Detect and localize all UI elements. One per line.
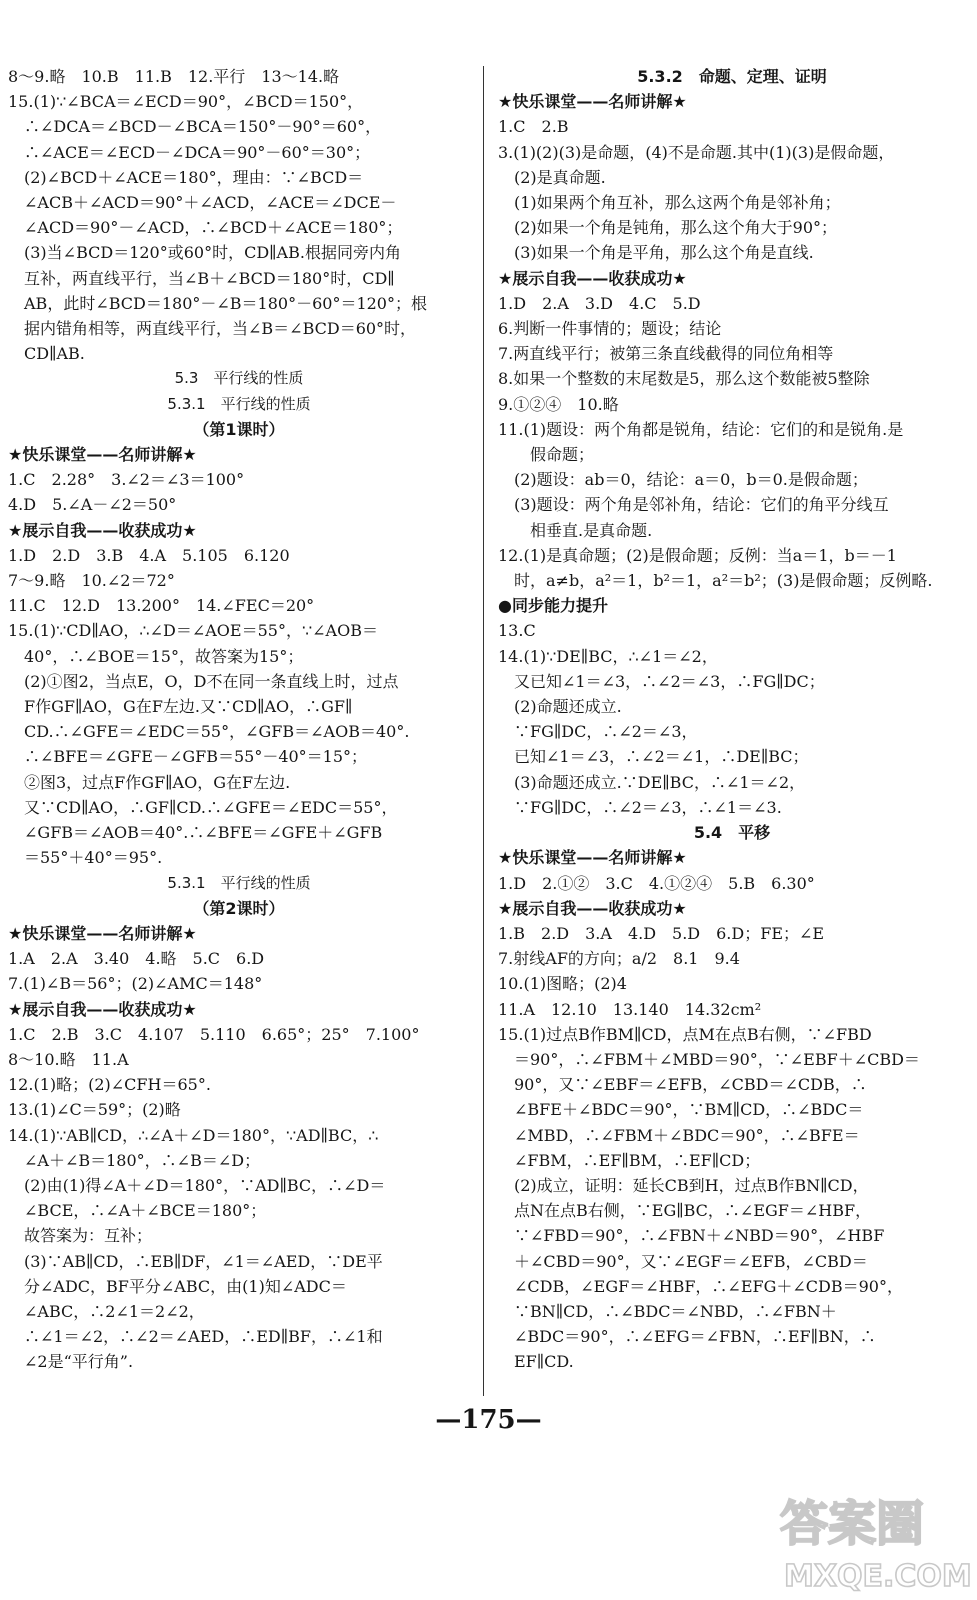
right-line: ∵∠FBD＝90°，∴∠FBN＋∠NBD＝90°，∠HBF <box>498 1226 885 1246</box>
column-divider <box>483 66 484 1396</box>
left-line: ∴∠ACE＝∠ECD－∠DCA＝90°－60°＝30°； <box>8 142 371 162</box>
left-line: 15.(1)∵CD∥AO，∴∠D＝∠AOE＝55°，∵∠AOB＝ <box>8 621 378 641</box>
right-line: 15.(1)过点B作BM∥CD，点M在点B右侧，∵∠FBD <box>498 1024 872 1044</box>
left-line: ∠GFB＝∠AOB＝40°.∴∠BFE＝∠GFE＋∠GFB <box>8 823 383 843</box>
right-line: 1.D 2.①② 3.C 4.①②④ 5.B 6.30° <box>498 873 815 893</box>
right-line: 3.(1)(2)(3)是命题，(4)不是命题.其中(1)(3)是假命题， <box>498 142 895 162</box>
right-line: (2)是真命题. <box>498 167 606 187</box>
right-line: 相垂直.是真命题. <box>498 520 653 540</box>
left-line: 14.(1)∵AB∥CD，∴∠A＋∠D＝180°，∵AD∥BC，∴ <box>8 1125 379 1145</box>
left-line: (2)∠BCD＋∠ACE＝180°，理由：∵∠BCD＝ <box>8 167 364 187</box>
left-line: 5.3.1 平行线的性质 <box>167 873 311 892</box>
left-line: (3)当∠BCD＝120°或60°时，CD∥AB.根据同旁内角 <box>8 243 401 263</box>
right-line: 8.如果一个整数的末尾数是5，那么这个数能被5整除 <box>498 369 870 389</box>
right-line: 6.判断一件事情的；题设；结论 <box>498 319 722 339</box>
left-line: 40°，∴∠BOE＝15°，故答案为15°； <box>8 646 304 666</box>
left-line: AB，此时∠BCD＝180°－∠B＝180°－60°＝120°；根 <box>8 293 427 313</box>
right-line: ∠BDC＝90°，∴∠EFG＝∠FBN，∴EF∥BN，∴ <box>498 1327 876 1347</box>
right-line: (2)题设：ab＝0，结论：a＝0，b＝0.是假命题； <box>498 470 868 490</box>
right-line: 1.C 2.B <box>498 117 569 137</box>
right-line: 1.D 2.A 3.D 4.C 5.D <box>498 293 701 313</box>
left-line: 5.3.1 平行线的性质 <box>167 394 311 413</box>
right-line: ∠BFE＋∠BDC＝90°，∵BM∥CD，∴∠BDC＝ <box>498 1100 864 1120</box>
right-line: 11.A 12.10 13.140 14.32cm² <box>498 999 762 1019</box>
right-line: ＋∠CBD＝90°，又∵∠EGF＝∠EFB，∠CBD＝ <box>498 1251 868 1271</box>
left-line: ∠A＋∠B＝180°，∴∠B＝∠D； <box>8 1150 261 1170</box>
left-line: 1.C 2.B 3.C 4.107 5.110 6.65°；25° 7.100° <box>8 1024 420 1044</box>
right-line: 9.①②④ 10.略 <box>498 394 619 414</box>
right-line: ∠CDB，∠EGF＝∠HBF，∴∠EFG＋∠CDB＝90°， <box>498 1276 903 1296</box>
left-line: 1.C 2.28° 3.∠2＝∠3＝100° <box>8 470 245 490</box>
watermark-chars: 答案圈 <box>780 1496 925 1552</box>
right-column <box>498 64 966 1375</box>
left-line: 8～10.略 11.A <box>8 1049 129 1069</box>
page-number: —175— <box>435 1405 542 1435</box>
right-line: ★展示自我——收获成功★ <box>498 898 687 918</box>
left-line: F作GF∥AO，G在F左边.又∵CD∥AO，∴GF∥ <box>8 697 353 717</box>
right-line: (2)如果一个角是钝角，那么这个角大于90°； <box>498 218 838 238</box>
right-line: ∵FG∥DC，∴∠2＝∠3， <box>498 722 698 742</box>
left-line: 1.D 2.D 3.B 4.A 5.105 6.120 <box>8 545 290 565</box>
right-line: ∵BN∥CD，∴∠BDC＝∠NBD，∴∠FBN＋ <box>498 1301 837 1321</box>
right-line: 7.射线AF的方向；a/2 8.1 9.4 <box>498 949 740 969</box>
right-line: ★快乐课堂——名师讲解★ <box>498 92 687 112</box>
right-line: ★展示自我——收获成功★ <box>498 268 687 288</box>
left-line: （第2课时） <box>193 898 285 918</box>
right-line: (3)如果一个角是平角，那么这个角是直线. <box>498 243 814 263</box>
right-line: 假命题； <box>498 445 595 465</box>
right-line: 12.(1)是真命题；(2)是假命题；反例：当a＝1，b＝－1 <box>498 545 897 565</box>
right-line: (1)如果两个角互补，那么这两个角是邻补角； <box>498 193 841 213</box>
right-line: 时，a≠b，a²＝1，b²＝1，a²＝b²；(3)是假命题；反例略. <box>498 571 933 591</box>
left-line: 故答案为：互补； <box>8 1226 153 1246</box>
right-line: ＝90°，∴∠FBM＋∠MBD＝90°，∵∠EBF＋∠CBD＝ <box>498 1049 920 1069</box>
left-line: (2)①图2，当点E，O，D不在同一条直线上时，过点 <box>8 671 399 691</box>
left-line: 据内错角相等，两直线平行，当∠B＝∠BCD＝60°时， <box>8 319 417 339</box>
left-line: (2)由(1)得∠A＋∠D＝180°，∵AD∥BC，∴∠D＝ <box>8 1175 386 1195</box>
left-line: ∠ACB＋∠ACD＝90°＋∠ACD，∠ACE＝∠DCE－ <box>8 193 397 213</box>
left-line: ②图3，过点F作GF∥AO，G在F左边. <box>8 772 291 792</box>
left-line: ∴∠DCA＝∠BCD－∠BCA＝150°－90°＝60°， <box>8 117 382 137</box>
watermark-logo <box>772 1478 972 1598</box>
right-line: 13.C <box>498 621 536 641</box>
left-line: 分∠ADC，BF平分∠ABC，由(1)知∠ADC＝ <box>8 1276 347 1296</box>
left-line: （第1课时） <box>193 419 285 439</box>
left-line: 4.D 5.∠A－∠2＝50° <box>8 495 177 515</box>
right-line: 10.(1)图略；(2)4 <box>498 974 627 994</box>
left-column <box>8 64 470 1375</box>
right-line: 点N在点B右侧，∵EG∥BC，∴∠EGF＝∠HBF， <box>498 1201 872 1221</box>
right-line: 90°，又∵∠EBF＝∠EFB，∠CBD＝∠CDB，∴ <box>498 1075 867 1095</box>
left-line: (3)∵AB∥CD，∴EB∥DF，∠1＝∠AED，∵DE平 <box>8 1251 383 1271</box>
left-line: ★展示自我——收获成功★ <box>8 999 197 1019</box>
left-line: 互补，两直线平行，当∠B＋∠BCD＝180°时，CD∥ <box>8 268 395 288</box>
left-line: 12.(1)略；(2)∠CFH＝65°. <box>8 1075 211 1095</box>
left-line: 7.(1)∠B＝56°；(2)∠AMC＝148° <box>8 974 263 994</box>
right-line: (2)成立，证明：延长CB到H，过点B作BN∥CD， <box>498 1175 869 1195</box>
left-line: ∴∠1＝∠2，∴∠2＝∠AED，∴ED∥BF，∴∠1和 <box>8 1327 383 1347</box>
left-line: ★快乐课堂——名师讲解★ <box>8 923 197 943</box>
left-line: ＝55°＋40°＝95°. <box>8 848 163 868</box>
left-line: ★快乐课堂——名师讲解★ <box>8 445 197 465</box>
left-line: 5.3 平行线的性质 <box>174 369 304 388</box>
left-line: ∠ABC，∴2∠1＝2∠2， <box>8 1301 205 1321</box>
watermark-url: MXQE.COM <box>784 1559 972 1594</box>
right-line: ∠FBM，∴EF∥BM，∴EF∥CD； <box>498 1150 761 1170</box>
right-line: ∠MBD，∴∠FBM＋∠BDC＝90°，∴∠BFE＝ <box>498 1125 860 1145</box>
left-line: 又∵CD∥AO，∴GF∥CD.∴∠GFE＝∠EDC＝55°， <box>8 797 398 817</box>
left-line: 11.C 12.D 13.200° 14.∠FEC＝20° <box>8 596 315 616</box>
right-line: 14.(1)∵DE∥BC，∴∠1＝∠2， <box>498 646 718 666</box>
left-line: ∴∠BFE＝∠GFE－∠GFB＝55°－40°＝15°； <box>8 747 368 767</box>
right-line: EF∥CD. <box>498 1352 574 1372</box>
right-line: 已知∠1＝∠3，∴∠2＝∠1，∴DE∥BC； <box>498 747 809 767</box>
right-line: (3)题设：两个角是邻补角，结论：它们的角平分线互 <box>498 495 889 515</box>
right-line: 11.(1)题设：两个角都是锐角，结论：它们的和是锐角.是 <box>498 419 904 439</box>
right-line: (2)命题还成立. <box>498 697 622 717</box>
right-line: (3)命题还成立.∵DE∥BC，∴∠1＝∠2， <box>498 772 806 792</box>
right-line: 1.B 2.D 3.A 4.D 5.D 6.D；FE；∠E <box>498 923 825 943</box>
right-line: ●同步能力提升 <box>498 596 608 616</box>
left-line: ∠2是“平行角”. <box>8 1352 134 1372</box>
left-line: ∠BCE，∴∠A＋∠BCE＝180°； <box>8 1201 267 1221</box>
right-line: 5.4 平移 <box>693 823 771 843</box>
left-line: CD.∴∠GFE＝∠EDC＝55°，∠GFB＝∠AOB＝40°. <box>8 722 410 742</box>
left-line: CD∥AB. <box>8 344 85 364</box>
left-line: 1.A 2.A 3.40 4.略 5.C 6.D <box>8 949 265 969</box>
left-line: 8～9.略 10.B 11.B 12.平行 13～14.略 <box>8 67 340 86</box>
left-line: 15.(1)∵∠BCA＝∠ECD＝90°，∠BCD＝150°， <box>8 92 364 112</box>
left-line: 7～9.略 10.∠2＝72° <box>8 571 175 591</box>
right-line: 7.两直线平行；被第三条直线截得的同位角相等 <box>498 344 834 364</box>
left-line: ★展示自我——收获成功★ <box>8 520 197 540</box>
left-line: ∠ACD＝90°－∠ACD，∴∠BCD＋∠ACE＝180°； <box>8 218 403 238</box>
right-line: 5.3.2 命题、定理、证明 <box>637 67 827 86</box>
right-line: ★快乐课堂——名师讲解★ <box>498 848 687 868</box>
right-line: 又已知∠1＝∠3，∴∠2＝∠3，∴FG∥DC； <box>498 671 825 691</box>
left-line: 13.(1)∠C＝59°；(2)略 <box>8 1100 181 1120</box>
right-line: ∵FG∥DC，∴∠2＝∠3，∴∠1＝∠3. <box>498 797 782 817</box>
